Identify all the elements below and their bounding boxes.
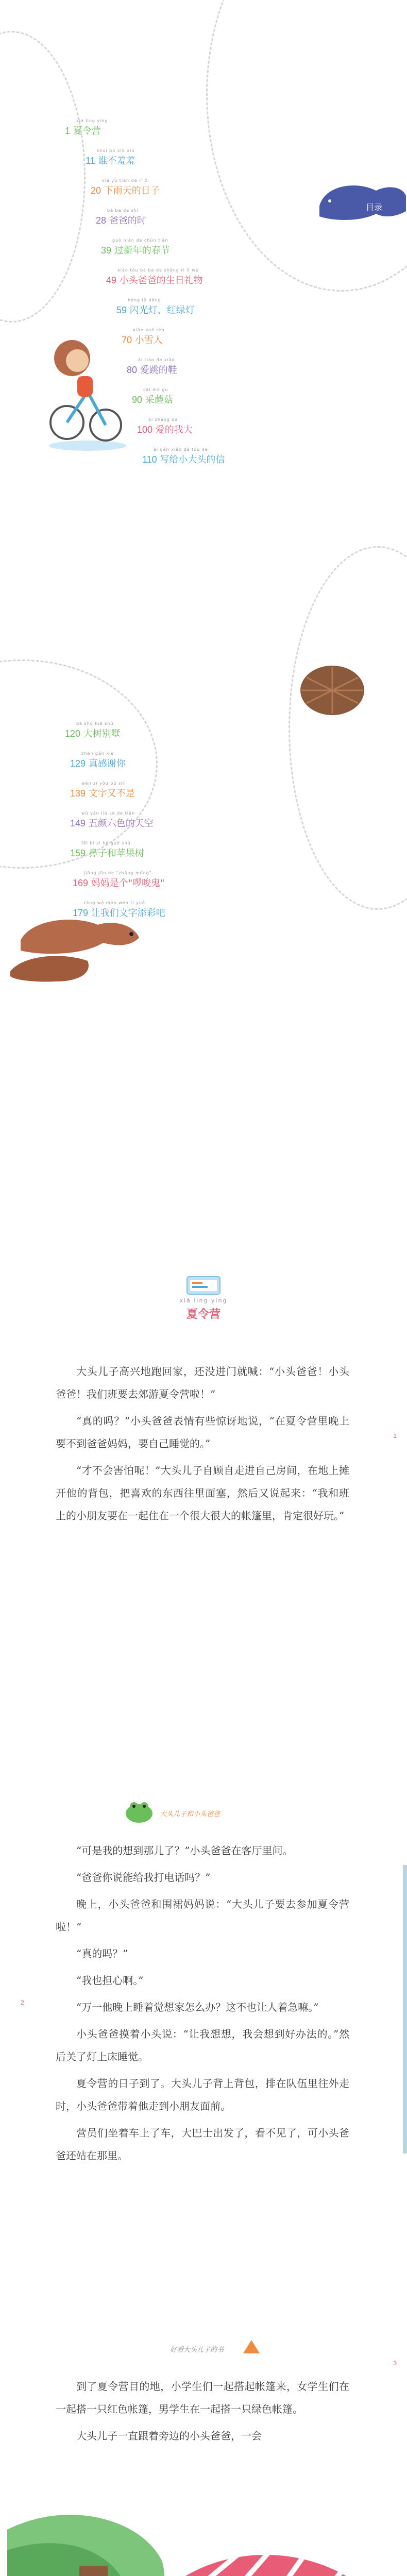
frog-icon — [124, 1798, 155, 1824]
toc-item[interactable] — [70, 781, 135, 800]
paragraph: “我也担心啊。” — [76, 1974, 144, 1987]
toc-item-pinyin: jiāng jūn de "zhǎng mèng" — [84, 871, 152, 875]
toc-item-pinyin: cǎi mó gu — [143, 387, 168, 392]
running-header: 好看大头儿子的书 — [170, 2346, 224, 2354]
toc-item-page-number: 39 — [101, 245, 112, 256]
toc-item-page-number: 70 — [122, 335, 132, 345]
toc-item[interactable] — [73, 871, 164, 889]
toc-item-pinyin: zhēn gǎn xiè — [81, 751, 114, 756]
toc-item-pinyin: hóng lǜ dēng — [128, 298, 161, 302]
toc-item-pinyin: ài tiào de xiǎo — [138, 358, 175, 362]
paragraph: “可是我的想到那儿了？”小头爸爸在客厅里问。 — [76, 1844, 293, 1857]
toc-item-pinyin: ài zhǎng dà — [148, 417, 178, 422]
toc-item[interactable] — [137, 417, 193, 436]
page-number: 2 — [21, 1999, 24, 2006]
paragraph: 营员们坐着车上了车，大巴士出发了，看不见了，可小头爸爸还站在那里。 — [56, 2127, 349, 2162]
bears-illustration — [10, 909, 144, 987]
toc-item-page-number: 169 — [73, 878, 89, 888]
toc-item-title: 让我们文字添彩吧 — [91, 908, 165, 919]
chapter-body — [56, 1360, 349, 1531]
toc-item-title: 过新年的春节 — [114, 245, 170, 256]
toc-item-page-number: 20 — [91, 185, 101, 196]
toc-item-page-number: 120 — [65, 728, 81, 739]
toc-item-pinyin: xià yǔ tiān de rì zi — [102, 178, 149, 183]
badger-illustration — [314, 170, 407, 227]
toc-item-pinyin: wén zì yòu bù shì — [81, 781, 126, 786]
toc-item-title: 夏令营 — [73, 126, 101, 137]
page-number: 3 — [393, 2360, 397, 2367]
toc-label: 目录 — [366, 202, 383, 212]
toc-item-page-number: 129 — [70, 758, 86, 769]
running-header: 大头儿子和小头爸爸 — [160, 1810, 221, 1818]
toc-item[interactable] — [132, 387, 173, 406]
toc-item-page-number: 90 — [132, 395, 143, 405]
toc-item-pinyin: shuí bù xiū xiū — [97, 148, 135, 153]
toc-item[interactable] — [86, 148, 135, 167]
toc-item-pinyin: fēi bí zi hé guǒ shù — [81, 841, 131, 845]
paragraph: 大头儿子一直跟着旁边的小头爸爸，一会 — [76, 2430, 262, 2442]
toc-item-page-number: 179 — [73, 908, 89, 918]
boy-on-bicycle-illustration — [41, 330, 129, 453]
paragraph: “才不会害怕呢！”大头儿子自顾自走进自己房间，在地上摊开他的背包，把喜欢的东西往里面塞，然后又说起来：“我和班上的小朋友要在一起住在一个很大很大的帐篷里，肯定很好玩。” — [56, 1464, 349, 1522]
toc-item-title: 闪光灯、红绿灯 — [129, 305, 195, 316]
dashed-trail — [206, 0, 407, 292]
story-page-3 — [0, 2267, 407, 2576]
toc-item-title: 爱的我大 — [155, 425, 193, 435]
chapter-pinyin: xià lìng yíng — [179, 1297, 228, 1304]
toc-item-page-number: 28 — [96, 215, 107, 226]
toc-item-page-number: 100 — [137, 425, 153, 435]
toc-item-page-number: 139 — [70, 788, 86, 799]
page-number: 1 — [393, 1432, 397, 1439]
toc-item-title: 文字又不是 — [88, 788, 135, 799]
chapter-title: 夏令营 — [186, 1308, 221, 1321]
toc-item-page-number: 1 — [65, 126, 71, 136]
book-badge-icon — [183, 1273, 224, 1298]
toc-item-pinyin: guò nián de chūn tiān — [112, 238, 168, 243]
story-page-2 — [0, 1700, 407, 2267]
story-body — [56, 2375, 349, 2451]
toc-item-title: 大树别墅 — [83, 728, 121, 739]
toc-item-pinyin: xià lìng yíng — [76, 118, 108, 123]
toc-item[interactable] — [101, 238, 170, 257]
toc-item-page-number: 159 — [70, 848, 86, 858]
paragraph: “爸爸你说能给我打电话吗？” — [76, 1871, 211, 1884]
toc-item-title: 写给小大头的信 — [160, 454, 225, 465]
toc-item-pinyin: wǔ yán liù sè de tiān — [81, 811, 135, 816]
paragraph: 大头儿子高兴地跑回家，还没进门就喊：“小头爸爸！小头爸爸！我们班要去郊游夏令营啦！” — [56, 1365, 349, 1400]
toc-item[interactable] — [142, 447, 225, 466]
toc-item[interactable] — [73, 901, 165, 919]
basket-illustration — [296, 662, 366, 719]
paragraph: “真的吗？” — [76, 1947, 128, 1960]
dashed-trail — [289, 546, 407, 910]
toc-item-title: 真感谢你 — [88, 758, 126, 769]
toc-item-title: 下雨天的日子 — [104, 185, 160, 196]
toc-item[interactable] — [106, 268, 203, 286]
toc-item[interactable] — [70, 841, 144, 859]
paragraph: 小头爸爸摸着小头说：“让我想想，我会想到好办法的。”然后关了灯上床睡觉。 — [56, 2028, 349, 2063]
toc-item-title: 爸爸的时 — [109, 215, 146, 226]
toc-item[interactable] — [116, 298, 195, 316]
toc-item[interactable] — [127, 358, 177, 376]
toc-item-title: 谁不羞羞 — [98, 156, 135, 166]
toc-item[interactable] — [70, 751, 126, 770]
toc-item-pinyin: xiǎo tóu bà ba de shēng rì lǐ wù — [117, 268, 199, 273]
toc-item-page-number: 11 — [86, 156, 95, 166]
camping-illustration — [7, 2488, 400, 2576]
dashed-trail — [0, 31, 86, 323]
toc-item-page-number: 149 — [70, 818, 86, 828]
toc-item-pinyin: bà ba de shí — [107, 208, 139, 213]
toc-item-page-number: 59 — [116, 305, 127, 315]
toc-item[interactable] — [91, 178, 160, 197]
toc-item-title: 爱跳的鞋 — [140, 365, 177, 376]
toc-item-title: 小头爸爸的生日礼物 — [119, 275, 203, 286]
tent-icon — [242, 2339, 261, 2354]
toc-item[interactable] — [65, 721, 121, 740]
chapter-page — [0, 1133, 407, 1700]
toc-item-pinyin: dà shù bié shù — [76, 721, 114, 726]
toc-item-title: 鼻子和苹果树 — [88, 848, 144, 859]
toc-item-title: 采蘑菇 — [145, 395, 173, 405]
paragraph: “万一他晚上睡着觉想家怎么办？这不也让人着急嘛。” — [76, 2001, 319, 2013]
story-body — [56, 1839, 349, 2171]
toc-item-pinyin: xiǎo xuě rén — [133, 328, 165, 332]
paragraph: 晚上，小头爸爸和围裙妈妈说：“大头儿子要去参加夏令营啦！” — [56, 1898, 349, 1933]
toc-page-2 — [0, 567, 407, 1133]
toc-item-pinyin: ài gǎn xiǎo dà tóu de — [154, 447, 208, 452]
toc-item[interactable] — [96, 208, 146, 227]
paragraph: 到了夏令营目的地，小学生们一起搭起帐篷来，女学生们在一起搭一只红色帐篷，男学生在一起搭一只绿色帐篷。 — [56, 2380, 349, 2415]
toc-page-1 — [0, 0, 407, 567]
toc-item[interactable] — [122, 328, 165, 346]
toc-item[interactable] — [70, 811, 154, 829]
paragraph: “真的吗？”小头爸爸表情有些惊讶地说，“在夏令营里晚上要不到爸爸妈妈，要自己睡觉的。” — [56, 1415, 349, 1450]
paragraph: 夏令营的日子到了。大头儿子背上背包，排在队伍里往外走时，小头爸爸带着他走到小朋友面前。 — [56, 2077, 349, 2112]
toc-item-pinyin: ràng wǒ men wén tí yuè — [84, 901, 145, 905]
page-edge-strip — [403, 1865, 407, 2154]
toc-item-title: 小雪人 — [134, 335, 163, 346]
toc-item-title: 五颜六色的天空 — [88, 818, 154, 829]
toc-item-page-number: 80 — [127, 365, 138, 375]
toc-item-page-number: 110 — [142, 454, 157, 465]
toc-item-title: 妈妈是个"啰唆鬼" — [91, 878, 165, 889]
toc-item-page-number: 49 — [106, 275, 117, 285]
toc-item[interactable] — [65, 118, 108, 137]
